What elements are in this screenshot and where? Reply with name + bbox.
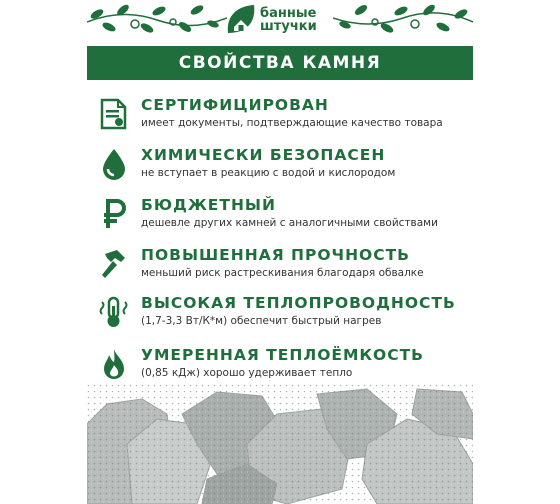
feature-title: ВЫСОКАЯ ТЕПЛОПРОВОДНОСТЬ: [141, 294, 456, 312]
certificate-icon: [99, 98, 129, 130]
feature-strength: [97, 246, 473, 290]
sauna-stones-image: [87, 384, 473, 504]
feature-budget: [97, 196, 473, 240]
brand-name-line1: банные: [260, 6, 317, 21]
feature-title: УМЕРЕННАЯ ТЕПЛОЁМКОСТЬ: [141, 346, 424, 364]
drop-icon: [99, 148, 129, 180]
feature-title: БЮДЖЕТНЫЙ: [141, 196, 276, 214]
section-banner: [87, 46, 473, 80]
feature-description: (0,85 кДж) хорошо удерживает тепло: [141, 367, 353, 379]
brand-name-line2: штучки: [260, 19, 317, 34]
feature-description: не вступает в реакцию с водой и кислородом: [141, 167, 396, 179]
hammer-icon: [99, 248, 129, 280]
feature-description: (1,7-3,3 Вт/К*м) обеспечит быстрый нагрев: [141, 315, 382, 327]
feature-title: СЕРТИФИЦИРОВАН: [141, 96, 329, 114]
ruble-icon: [99, 198, 129, 230]
thermometer-icon: [99, 296, 129, 328]
feature-thermal-conductivity: [97, 294, 473, 338]
brand-name: [260, 7, 317, 33]
header: [87, 0, 473, 38]
brand-logo: [224, 3, 336, 37]
leaf-ornament-right: [333, 0, 473, 38]
feature-certified: [97, 96, 473, 140]
leaf-ornament-left: [87, 0, 227, 38]
feature-description: имеет документы, подтверждающие качество товара: [141, 117, 443, 129]
feature-title: ПОВЫШЕННАЯ ПРОЧНОСТЬ: [141, 246, 410, 264]
flame-icon: [99, 348, 129, 380]
feature-description: дешевле других камней с аналогичными свойствами: [141, 217, 438, 229]
bathhouse-leaf-icon: [224, 3, 258, 37]
product-card: [87, 0, 473, 504]
feature-description: меньший риск растрескивания благодаря обвалке: [141, 267, 424, 279]
section-title: СВОЙСТВА КАМНЯ: [178, 53, 382, 73]
feature-title: ХИМИЧЕСКИ БЕЗОПАСЕН: [141, 146, 386, 164]
feature-chemically-safe: [97, 146, 473, 190]
